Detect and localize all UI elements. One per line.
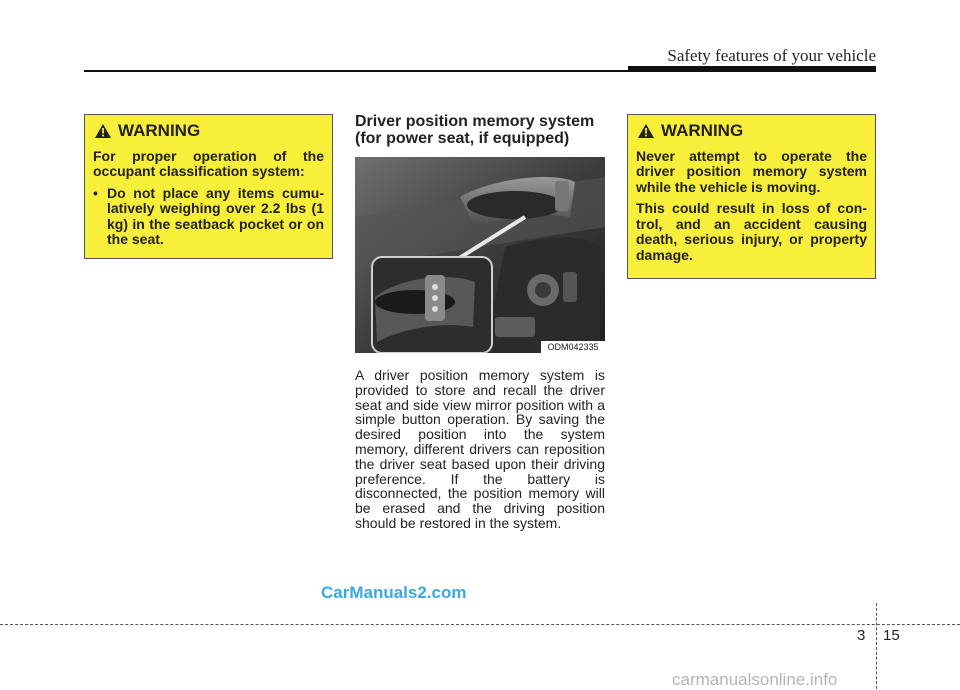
- warning-box-occupant-classification: [84, 114, 333, 259]
- warning-intro: For proper operation of the occupant classification system:: [93, 147, 324, 179]
- warning-heading-label: WARNING: [661, 121, 744, 140]
- header-rule-accent: [628, 66, 876, 72]
- section-title-line2: (for power seat, if equipped): [355, 130, 570, 147]
- door-memory-button-photo: [355, 157, 605, 353]
- photo-reference-code: ODM042335: [541, 341, 605, 354]
- footer-page-divider: [876, 603, 877, 689]
- section-body-text: A driver position memory system is provided to store and recall the driver seat and side view mirror position with a simple button operation. By saving the desired position into the system memory, different drivers can reposition the driver seat based upon their driving preference. If the battery is disconnected, the position memory will be erased and the driving position should be restored in the system.: [355, 367, 605, 531]
- footer-site-watermark: carmanualsonline.info: [672, 670, 838, 689]
- page-number: 15: [883, 627, 900, 644]
- warning-paragraph-1: Never attempt to operate the driver position memory system while the vehicle is moving.: [636, 147, 867, 195]
- chapter-number: 3: [857, 627, 866, 644]
- warning-box-memory-while-moving: [627, 114, 876, 279]
- warning-bullet-text: Do not place any items cumulatively weighing over 2.2 lbs (1 kg) in the seatback pocket or on the seat.: [107, 184, 324, 247]
- bullet-dot: •: [93, 184, 98, 201]
- footer-dashed-rule: [0, 624, 960, 625]
- page-header-title: Safety features of your vehicle: [667, 46, 876, 65]
- warning-triangle-icon: [95, 124, 111, 138]
- section-title-line1: Driver position memory system: [355, 113, 595, 130]
- warning-heading: [638, 123, 867, 139]
- warning-heading: [95, 123, 324, 139]
- warning-bullet: [93, 186, 324, 248]
- watermark-link[interactable]: CarManuals2.com: [321, 583, 467, 602]
- warning-paragraph-2: This could result in loss of control, and an accident causing death, serious injury, or property damage.: [636, 200, 867, 263]
- warning-heading-label: WARNING: [118, 121, 201, 140]
- warning-triangle-icon: [638, 124, 654, 138]
- section-title: [355, 113, 615, 147]
